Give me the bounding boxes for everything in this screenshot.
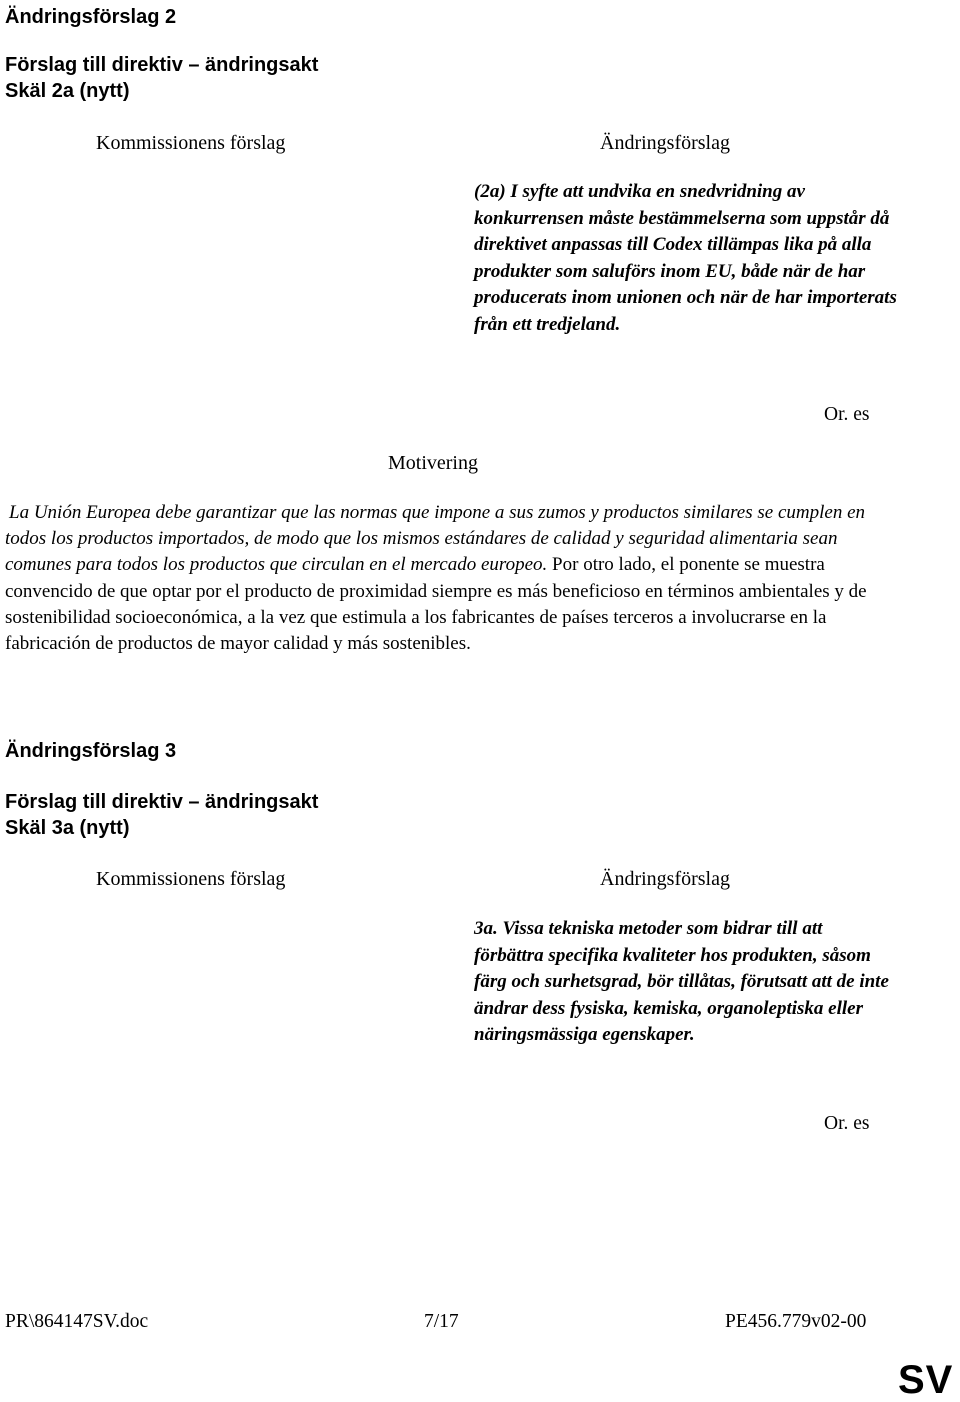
amendment-2-commission-proposal-label: Kommissionens förslag	[96, 132, 286, 154]
amendment-3-commission-proposal-label: Kommissionens förslag	[96, 868, 286, 890]
amendment-2-original-language: Or. es	[824, 404, 870, 425]
justification-heading: Motivering	[388, 452, 478, 474]
amendment-3-number: Ändringsförslag 3	[5, 740, 177, 762]
justification-part-2: Por otro lado, el ponente se muestra convencido de que optar por el producto de proximidad siempre es más beneficioso en términos ambientales y de sostenibilidad socioeconómica, a la vez que estimula a los fabricantes de países terceros a involucrarse en la fabricación de productos de mayor calidad y más sostenibles.	[5, 554, 867, 655]
amendment-2-number: Ändringsförslag 2	[5, 6, 177, 28]
amendment-3-proposal-type: Förslag till direktiv – ändringsakt	[5, 791, 319, 813]
footer-pe-reference: PE456.779v02-00	[725, 1311, 867, 1332]
amendment-3-recital: Skäl 3a (nytt)	[5, 817, 130, 839]
justification-text	[5, 500, 875, 657]
amendment-3-text: 3a. Vissa tekniska metoder som bidrar till att förbättra specifika kvaliteter hos produkten, såsom färg och surhetsgrad, bör tillåtas, förutsatt att de inte ändrar dess fysiska, kemiska, organoleptiska eller näringsmässiga egenskaper.	[474, 918, 889, 1045]
footer-doc-reference: PR\864147SV.doc	[5, 1311, 149, 1332]
footer-page-number: 7/17	[424, 1311, 459, 1332]
amendment-2-amendment-label: Ändringsförslag	[600, 132, 730, 154]
amendment-3-original-language: Or. es	[824, 1113, 870, 1134]
amendment-2-text: (2a) I syfte att undvika en snedvridning av konkurrensen måste bestämmelserna som uppstår då direktivet anpassas till Codex tillämpas lika på alla produkter som saluförs inom EU, både när de har producerats inom unionen och när de har importerats från ett tredjeland.	[474, 181, 897, 335]
amendment-2-proposal-type: Förslag till direktiv – ändringsakt	[5, 54, 319, 76]
amendment-2-recital: Skäl 2a (nytt)	[5, 80, 130, 102]
amendment-3-amendment-label: Ändringsförslag	[600, 868, 730, 890]
language-badge: SV	[898, 1358, 954, 1402]
justification-part-1: La Unión Europea debe garantizar que las normas que impone a sus zumos y productos similares se cumplen en todos los productos importados, de modo que los mismos estándares de calidad y seguridad alimentaria sean comunes para todos los productos que circulan en el mercado europeo.	[5, 502, 866, 576]
